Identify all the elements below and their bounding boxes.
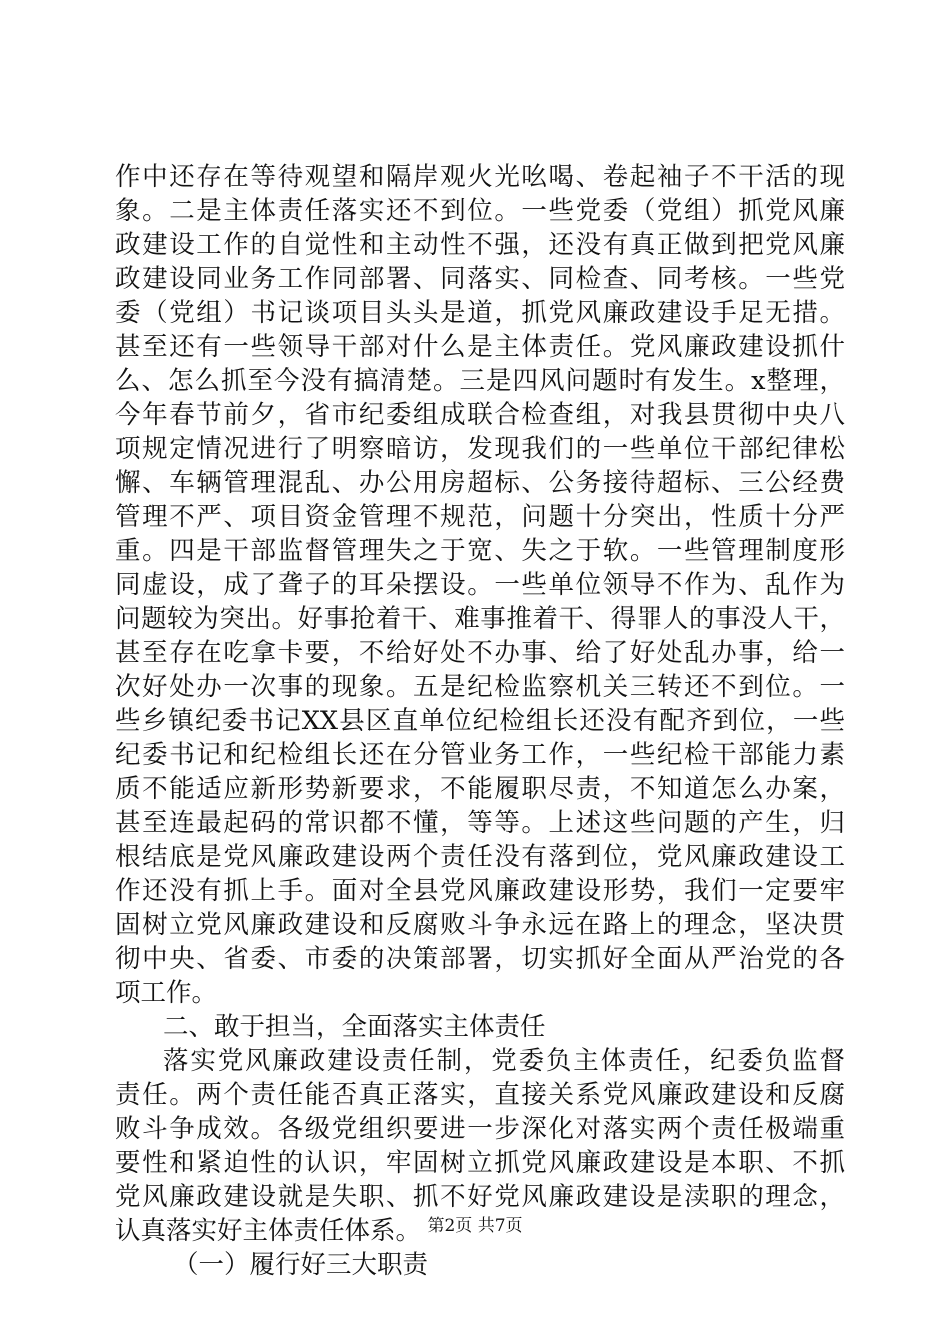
document-body (115, 160, 845, 1282)
body-line: 项工作。 (115, 978, 218, 1008)
body-line: 政建设工作的自觉性和主动性不强，还没有真正做到把党风廉 (115, 230, 845, 260)
body-line: 败斗争成效。各级党组织要进一步深化对落实两个责任极端重 (115, 1114, 845, 1144)
subsection-heading: （一）履行好三大职责 (173, 1250, 429, 1280)
body-line: 落实党风廉政建设责任制，党委负主体责任，纪委负监督 (163, 1046, 845, 1076)
body-line: 认真落实好主体责任体系。 (115, 1216, 422, 1246)
body-line: 政建设同业务工作同部署、同落实、同检查、同考核。一些党 (115, 264, 845, 294)
body-line: 同虚设，成了聋子的耳朵摆设。一些单位领导不作为、乱作为 (115, 570, 845, 600)
body-line: 次好处办一次事的现象。五是纪检监察机关三转还不到位。一 (115, 672, 845, 702)
body-line: 甚至还有一些领导干部对什么是主体责任。党风廉政建设抓什 (115, 332, 845, 362)
page-footer (0, 1216, 950, 1236)
body-line: 些乡镇纪委书记XX县区直单位纪检组长还没有配齐到位，一些 (115, 706, 845, 736)
body-line: 固树立党风廉政建设和反腐败斗争永远在路上的理念，坚决贯 (115, 910, 845, 940)
body-line: 懈、车辆管理混乱、办公用房超标、公务接待超标、三公经费 (115, 468, 845, 498)
body-line: 管理不严、项目资金管理不规范，问题十分突出，性质十分严 (115, 502, 845, 532)
page-number-label: 第2页 共7页 (427, 1216, 523, 1236)
body-line: 责任。两个责任能否真正落实，直接关系党风廉政建设和反腐 (115, 1080, 845, 1110)
body-line: 党风廉政建设就是失职、抓不好党风廉政建设是渎职的理念， (115, 1182, 845, 1212)
body-line: 委（党组）书记谈项目头头是道，抓党风廉政建设手足无措。 (115, 298, 845, 328)
body-line: 纪委书记和纪检组长还在分管业务工作，一些纪检干部能力素 (115, 740, 845, 770)
body-line: 问题较为突出。好事抢着干、难事推着干、得罪人的事没人干， (115, 604, 845, 634)
body-line: 甚至存在吃拿卡要，不给好处不办事、给了好处乱办事，给一 (115, 638, 845, 668)
body-line: 作中还存在等待观望和隔岸观火光吆喝、卷起袖子不干活的现 (115, 162, 845, 192)
body-line: 重。四是干部监督管理失之于宽、失之于软。一些管理制度形 (115, 536, 845, 566)
body-line: 彻中央、省委、市委的决策部署，切实抓好全面从严治党的各 (115, 944, 845, 974)
body-line: 根结底是党风廉政建设两个责任没有落到位，党风廉政建设工 (115, 842, 845, 872)
body-line: 么、怎么抓至今没有搞清楚。三是四风问题时有发生。x整理， (115, 366, 845, 396)
body-line: 质不能适应新形势新要求，不能履职尽责，不知道怎么办案， (115, 774, 845, 804)
body-line: 象。二是主体责任落实还不到位。一些党委（党组）抓党风廉 (115, 196, 845, 226)
body-line: 甚至连最起码的常识都不懂，等等。上述这些问题的产生，归 (115, 808, 845, 838)
body-line: 今年春节前夕，省市纪委组成联合检查组，对我县贯彻中央八 (115, 400, 845, 430)
section-heading: 二、敢于担当，全面落实主体责任 (163, 1012, 546, 1042)
body-line: 项规定情况进行了明察暗访，发现我们的一些单位干部纪律松 (115, 434, 845, 464)
body-line: 作还没有抓上手。面对全县党风廉政建设形势，我们一定要牢 (115, 876, 845, 906)
body-line: 要性和紧迫性的认识，牢固树立抓党风廉政建设是本职、不抓 (115, 1148, 845, 1178)
